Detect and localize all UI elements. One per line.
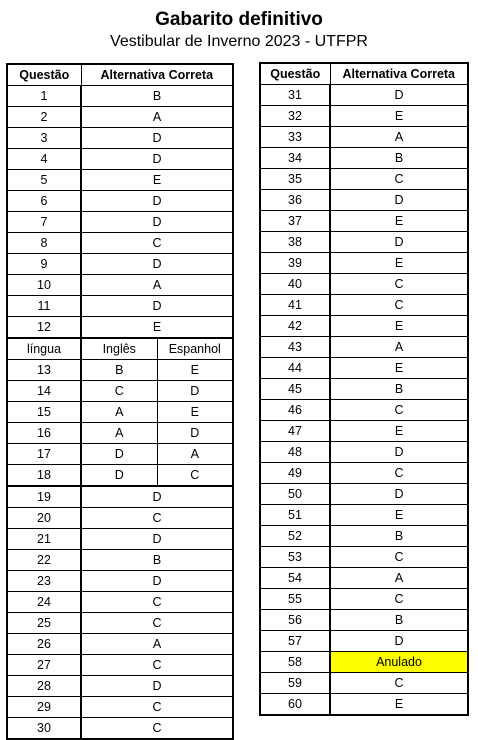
table-row bbox=[260, 232, 468, 253]
question-number: 25 bbox=[7, 613, 81, 634]
question-number: 58 bbox=[260, 652, 330, 673]
question-number: 6 bbox=[7, 191, 81, 212]
answer-cell: A bbox=[330, 337, 468, 358]
question-number: 42 bbox=[260, 316, 330, 337]
question-number: 27 bbox=[7, 655, 81, 676]
english-answer: A bbox=[81, 423, 157, 444]
table-row bbox=[7, 233, 233, 254]
answer-cell: D bbox=[81, 149, 233, 170]
answer-cell: D bbox=[330, 484, 468, 505]
question-number: 37 bbox=[260, 211, 330, 232]
answer-cell: E bbox=[330, 211, 468, 232]
spanish-answer: D bbox=[157, 381, 233, 402]
answer-cell: D bbox=[330, 631, 468, 652]
table-row bbox=[7, 444, 233, 465]
annulled-answer-cell: Anulado bbox=[330, 652, 468, 673]
question-number: 30 bbox=[7, 718, 81, 740]
question-number: 45 bbox=[260, 379, 330, 400]
table-row bbox=[7, 529, 233, 550]
answer-cell: E bbox=[330, 253, 468, 274]
table-row bbox=[7, 508, 233, 529]
answer-cell: D bbox=[81, 296, 233, 317]
table-row bbox=[7, 191, 233, 212]
question-number: 10 bbox=[7, 275, 81, 296]
answer-cell: B bbox=[330, 610, 468, 631]
column-header-question: Questão bbox=[7, 64, 81, 86]
english-answer: A bbox=[81, 402, 157, 423]
table-row bbox=[260, 358, 468, 379]
table-row bbox=[260, 253, 468, 274]
answer-cell: E bbox=[330, 505, 468, 526]
answer-cell: E bbox=[330, 316, 468, 337]
header-row bbox=[7, 64, 233, 86]
table-row bbox=[260, 148, 468, 169]
table-row bbox=[260, 673, 468, 694]
question-number: 17 bbox=[7, 444, 81, 465]
answer-cell: E bbox=[81, 170, 233, 191]
table-row bbox=[260, 526, 468, 547]
question-number: 16 bbox=[7, 423, 81, 444]
question-number: 7 bbox=[7, 212, 81, 233]
table-row bbox=[260, 400, 468, 421]
answer-cell: C bbox=[81, 592, 233, 613]
answer-cell: D bbox=[81, 676, 233, 697]
question-number: 49 bbox=[260, 463, 330, 484]
table-row bbox=[260, 694, 468, 716]
answer-cell: D bbox=[330, 232, 468, 253]
page-subtitle: Vestibular de Inverno 2023 - UTFPR bbox=[110, 33, 368, 50]
answer-cell: B bbox=[81, 550, 233, 571]
answer-cell: C bbox=[81, 508, 233, 529]
answer-cell: C bbox=[330, 295, 468, 316]
table-row bbox=[7, 338, 233, 360]
english-answer: D bbox=[81, 444, 157, 465]
answer-cell: E bbox=[330, 106, 468, 127]
question-number: 34 bbox=[260, 148, 330, 169]
question-number: 52 bbox=[260, 526, 330, 547]
table-row bbox=[7, 613, 233, 634]
table-row bbox=[7, 149, 233, 170]
question-number: 38 bbox=[260, 232, 330, 253]
answer-cell: C bbox=[81, 655, 233, 676]
answer-cell: B bbox=[330, 379, 468, 400]
table-row bbox=[260, 274, 468, 295]
question-number: 13 bbox=[7, 360, 81, 381]
question-number: 5 bbox=[7, 170, 81, 191]
table-row bbox=[7, 676, 233, 697]
question-number: 8 bbox=[7, 233, 81, 254]
english-answer: B bbox=[81, 360, 157, 381]
spanish-answer: C bbox=[157, 465, 233, 487]
table-row bbox=[260, 568, 468, 589]
question-number: 44 bbox=[260, 358, 330, 379]
table-row bbox=[7, 128, 233, 149]
answer-cell: D bbox=[330, 85, 468, 106]
question-number: 46 bbox=[260, 400, 330, 421]
table-row bbox=[7, 107, 233, 128]
question-number: 40 bbox=[260, 274, 330, 295]
table-row bbox=[7, 697, 233, 718]
question-number: 35 bbox=[260, 169, 330, 190]
question-number: 54 bbox=[260, 568, 330, 589]
table-row bbox=[7, 170, 233, 191]
english-answer: D bbox=[81, 465, 157, 487]
answer-cell: E bbox=[330, 694, 468, 716]
table-row bbox=[260, 337, 468, 358]
answer-cell: D bbox=[330, 190, 468, 211]
answer-cell: B bbox=[330, 148, 468, 169]
question-number: 21 bbox=[7, 529, 81, 550]
question-number: 4 bbox=[7, 149, 81, 170]
column-header-answer: Alternativa Correta bbox=[330, 63, 468, 85]
answer-cell: D bbox=[81, 486, 233, 508]
question-number: 23 bbox=[7, 571, 81, 592]
column-header-answer: Alternativa Correta bbox=[81, 64, 233, 86]
question-number: 24 bbox=[7, 592, 81, 613]
answer-cell: C bbox=[81, 697, 233, 718]
table-row bbox=[7, 317, 233, 339]
header-row bbox=[260, 63, 468, 85]
question-number: 1 bbox=[7, 86, 81, 107]
question-number: 60 bbox=[260, 694, 330, 716]
question-number: 11 bbox=[7, 296, 81, 317]
table-row bbox=[7, 296, 233, 317]
table-row bbox=[260, 442, 468, 463]
table-row bbox=[7, 360, 233, 381]
table-row bbox=[260, 610, 468, 631]
answer-cell: D bbox=[81, 254, 233, 275]
answer-cell: B bbox=[330, 526, 468, 547]
table-row bbox=[260, 652, 468, 673]
table-row bbox=[7, 254, 233, 275]
answer-cell: C bbox=[330, 463, 468, 484]
question-number: 39 bbox=[260, 253, 330, 274]
question-number: 59 bbox=[260, 673, 330, 694]
answer-cell: C bbox=[330, 400, 468, 421]
page-title: Gabarito definitivo bbox=[155, 9, 323, 30]
table-row bbox=[260, 484, 468, 505]
english-answer: C bbox=[81, 381, 157, 402]
table-row bbox=[260, 190, 468, 211]
table-row bbox=[260, 169, 468, 190]
table-row bbox=[260, 421, 468, 442]
table-row bbox=[260, 589, 468, 610]
table-row bbox=[260, 547, 468, 568]
answer-cell: A bbox=[330, 568, 468, 589]
table-row bbox=[7, 402, 233, 423]
answer-cell: C bbox=[330, 673, 468, 694]
question-number: 3 bbox=[7, 128, 81, 149]
question-number: 2 bbox=[7, 107, 81, 128]
question-number: 43 bbox=[260, 337, 330, 358]
table-row bbox=[260, 463, 468, 484]
answer-cell: A bbox=[81, 634, 233, 655]
question-number: 55 bbox=[260, 589, 330, 610]
answer-table-right bbox=[259, 62, 469, 716]
question-number: 15 bbox=[7, 402, 81, 423]
right-table-body bbox=[260, 85, 468, 716]
spanish-answer: E bbox=[157, 402, 233, 423]
question-number: 31 bbox=[260, 85, 330, 106]
table-row bbox=[260, 316, 468, 337]
answer-cell: C bbox=[330, 589, 468, 610]
question-number: 36 bbox=[260, 190, 330, 211]
english-header: Inglês bbox=[81, 338, 157, 360]
language-label: língua bbox=[7, 338, 81, 360]
column-header-question: Questão bbox=[260, 63, 330, 85]
table-row bbox=[7, 212, 233, 233]
question-number: 26 bbox=[7, 634, 81, 655]
question-number: 14 bbox=[7, 381, 81, 402]
spanish-header: Espanhol bbox=[157, 338, 233, 360]
answer-table-left bbox=[6, 63, 234, 740]
table-row bbox=[260, 211, 468, 232]
answer-cell: D bbox=[81, 571, 233, 592]
question-number: 28 bbox=[7, 676, 81, 697]
table-row bbox=[7, 275, 233, 296]
table-row bbox=[260, 127, 468, 148]
answer-cell: D bbox=[81, 191, 233, 212]
question-number: 18 bbox=[7, 465, 81, 487]
answer-cell: B bbox=[81, 86, 233, 107]
answer-cell: E bbox=[330, 358, 468, 379]
question-number: 12 bbox=[7, 317, 81, 339]
answer-cell: D bbox=[81, 529, 233, 550]
question-number: 57 bbox=[260, 631, 330, 652]
question-number: 47 bbox=[260, 421, 330, 442]
table-row bbox=[7, 592, 233, 613]
answer-cell: C bbox=[330, 274, 468, 295]
question-number: 33 bbox=[260, 127, 330, 148]
table-row bbox=[260, 379, 468, 400]
table-row bbox=[7, 550, 233, 571]
question-number: 50 bbox=[260, 484, 330, 505]
question-number: 29 bbox=[7, 697, 81, 718]
answer-cell: A bbox=[81, 107, 233, 128]
answer-cell: C bbox=[81, 613, 233, 634]
answer-cell: C bbox=[330, 169, 468, 190]
answer-cell: D bbox=[330, 442, 468, 463]
table-row bbox=[260, 85, 468, 106]
answer-cell: A bbox=[330, 127, 468, 148]
table-row bbox=[7, 718, 233, 740]
table-row bbox=[7, 634, 233, 655]
table-row bbox=[7, 423, 233, 444]
question-number: 9 bbox=[7, 254, 81, 275]
spanish-answer: E bbox=[157, 360, 233, 381]
answer-cell: E bbox=[330, 421, 468, 442]
table-row bbox=[7, 381, 233, 402]
table-row bbox=[7, 486, 233, 508]
question-number: 53 bbox=[260, 547, 330, 568]
question-number: 56 bbox=[260, 610, 330, 631]
question-number: 22 bbox=[7, 550, 81, 571]
question-number: 41 bbox=[260, 295, 330, 316]
table-row bbox=[260, 631, 468, 652]
table-row bbox=[7, 465, 233, 487]
question-number: 19 bbox=[7, 486, 81, 508]
table-row bbox=[7, 571, 233, 592]
answer-cell: C bbox=[81, 718, 233, 740]
question-number: 20 bbox=[7, 508, 81, 529]
spanish-answer: D bbox=[157, 423, 233, 444]
answer-cell: D bbox=[81, 128, 233, 149]
answer-cell: E bbox=[81, 317, 233, 339]
table-row bbox=[7, 86, 233, 107]
table-row bbox=[260, 106, 468, 127]
answer-cell: C bbox=[330, 547, 468, 568]
question-number: 51 bbox=[260, 505, 330, 526]
answer-cell: D bbox=[81, 212, 233, 233]
left-table-body bbox=[7, 86, 233, 740]
table-row bbox=[7, 655, 233, 676]
table-row bbox=[260, 505, 468, 526]
table-row bbox=[260, 295, 468, 316]
spanish-answer: A bbox=[157, 444, 233, 465]
question-number: 48 bbox=[260, 442, 330, 463]
answer-cell: A bbox=[81, 275, 233, 296]
answer-cell: C bbox=[81, 233, 233, 254]
question-number: 32 bbox=[260, 106, 330, 127]
